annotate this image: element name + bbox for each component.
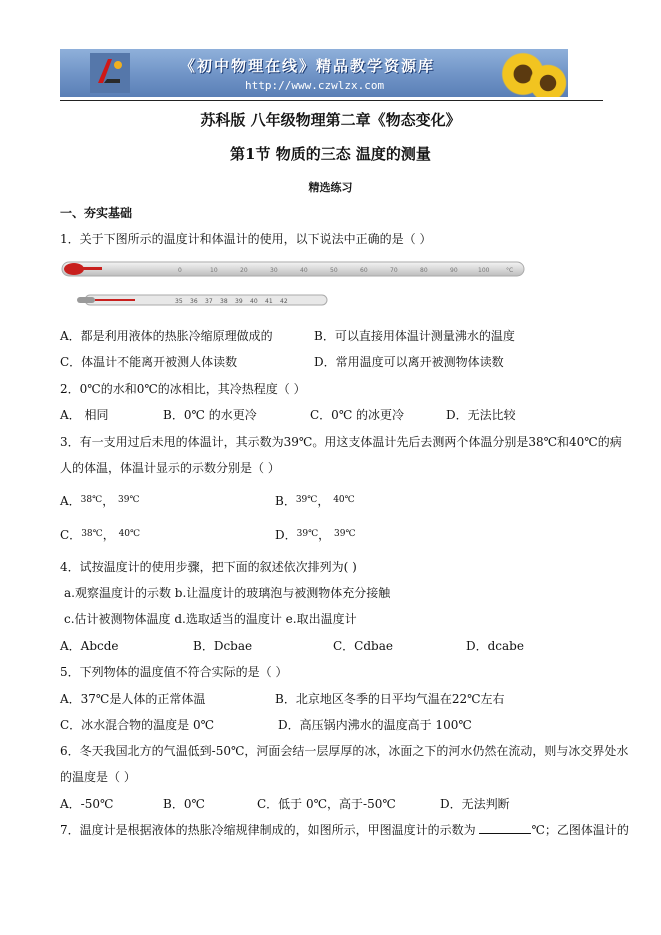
q1-option-b: B．可以直接用体温计测量沸水的温度 — [314, 329, 515, 343]
logo-icon — [90, 53, 130, 93]
q4-option-d: D．dcabe — [466, 639, 524, 653]
q2-option-c: C．0℃ 的冰更冷 — [310, 408, 405, 422]
svg-text:0: 0 — [178, 267, 182, 274]
q1-option-d: D．常用温度可以离开被测物体读数 — [314, 355, 504, 369]
question-3-stem-line-2: 人的体温，体温计显示的示数分别是（ ） — [60, 461, 280, 475]
svg-text:36: 36 — [190, 298, 198, 305]
q3-option-c — [60, 526, 140, 543]
svg-text:41: 41 — [265, 298, 273, 305]
q4-steps-line-2: c.估计被测物体温度 d.选取适当的温度计 e.取出温度计 — [64, 612, 357, 626]
q3-option-d — [275, 526, 356, 543]
q4-option-a: A．Abcde — [60, 639, 119, 653]
option-value: 38℃ — [81, 529, 103, 539]
lesson-title: 第1节 物质的三态 温度的测量 — [230, 145, 431, 163]
option-label: C． — [60, 528, 82, 542]
document-title: 苏科版 八年级物理第二章《物态变化》 — [200, 111, 461, 129]
q7-stem-part-2: ℃；乙图体温计的 — [531, 823, 629, 837]
q7-stem-part-1: 7．温度计是根据液体的热胀冷缩规律制成的，如图所示，甲图温度计的示数为 — [60, 823, 480, 837]
q6-option-b: B．0℃ — [163, 797, 205, 811]
svg-text:20: 20 — [240, 267, 248, 274]
banner-url: http://www.czwlzx.com — [245, 79, 385, 92]
q5-option-c: C．冰水混合物的温度是 0℃ — [60, 718, 215, 732]
question-6-stem-line-1: 6．冬天我国北方的气温低到-50℃，河面会结一层厚厚的冰，冰面之下的河水仍然在流动，则与冰交界处水 — [60, 744, 629, 758]
svg-text:10: 10 — [210, 267, 218, 274]
q6-option-a: A．-50℃ — [60, 797, 114, 811]
q1-option-a: A．都是利用液体的热胀冷缩原理做成的 — [60, 329, 273, 343]
banner-title: 《初中物理在线》精品教学资源库 — [180, 57, 436, 75]
clinical-thermometer-image — [75, 289, 330, 311]
svg-text:80: 80 — [420, 267, 428, 274]
question-5-stem: 5．下列物体的温度值不符合实际的是（ ） — [60, 665, 288, 679]
svg-text:50: 50 — [330, 267, 338, 274]
svg-text:60: 60 — [360, 267, 368, 274]
svg-text:37: 37 — [205, 298, 213, 305]
question-3-stem-line-1: 3．有一支用过后未甩的体温计，其示数为39℃。用这支体温计先后去测两个体温分别是38℃和40℃的病 — [60, 435, 622, 449]
separator: ， — [318, 528, 331, 542]
svg-text:40: 40 — [250, 298, 258, 305]
q3-option-b — [275, 492, 355, 509]
svg-text:35: 35 — [175, 298, 183, 305]
lab-thermometer-image — [60, 255, 530, 285]
option-value: 39℃ — [334, 529, 356, 539]
svg-text:38: 38 — [220, 298, 228, 305]
header-banner — [60, 49, 568, 97]
option-value: 40℃ — [333, 495, 355, 505]
q4-steps-line-1: a.观察温度计的示数 b.让温度计的玻璃泡与被测物体充分接触 — [64, 586, 391, 600]
document-subtitle: 精选练习 — [308, 181, 353, 194]
option-value: 39℃ — [296, 529, 319, 539]
q5-option-d: D．高压锅内沸水的温度高于 100℃ — [278, 718, 472, 732]
svg-text:70: 70 — [390, 267, 398, 274]
section-heading: 一、夯实基础 — [60, 206, 133, 220]
q2-option-d: D．无法比较 — [446, 408, 516, 422]
q6-option-d: D．无法判断 — [440, 797, 510, 811]
q5-option-b: B．北京地区冬季的日平均气温在22℃左右 — [275, 692, 505, 706]
option-value: 38℃ — [80, 495, 103, 505]
svg-text:90: 90 — [450, 267, 458, 274]
svg-text:30: 30 — [270, 267, 278, 274]
question-1-stem: 1．关于下图所示的温度计和体温计的使用，以下说法中正确的是（ ） — [60, 232, 432, 246]
question-6-stem-line-2: 的温度是（ ） — [60, 770, 136, 784]
question-2-stem: 2．0℃的水和0℃的冰相比，其冷热程度（ ） — [60, 382, 306, 396]
q2-option-b: B．0℃ 的水更冷 — [163, 408, 257, 422]
option-label: A． — [60, 494, 81, 508]
separator: ， — [102, 528, 115, 542]
option-label: B． — [275, 494, 296, 508]
q3-option-a — [60, 492, 140, 509]
option-value: 40℃ — [118, 529, 141, 539]
q1-option-c: C．体温计不能离开被测人体读数 — [60, 355, 238, 369]
answer-blank[interactable] — [479, 821, 531, 834]
q6-option-c: C．低于 0℃，高于-50℃ — [257, 797, 396, 811]
option-value: 39℃ — [118, 495, 140, 505]
option-label: D． — [275, 528, 297, 542]
separator: ， — [317, 494, 330, 508]
svg-text:°C: °C — [506, 267, 514, 274]
option-value: 39℃ — [295, 495, 318, 505]
separator: ， — [102, 494, 115, 508]
svg-text:100: 100 — [478, 267, 490, 274]
q4-option-b: B．Dcbae — [193, 639, 253, 653]
q4-option-c: C．Cdbae — [333, 639, 393, 653]
q2-option-a: A． 相同 — [60, 408, 109, 422]
sunflower-image — [528, 63, 568, 97]
svg-text:39: 39 — [235, 298, 243, 305]
svg-text:40: 40 — [300, 267, 308, 274]
question-7-stem — [60, 821, 629, 838]
header-rule — [60, 100, 603, 101]
q5-option-a: A．37℃是人体的正常体温 — [60, 692, 206, 706]
question-4-stem: 4．试按温度计的使用步骤，把下面的叙述依次排列为( ) — [60, 560, 357, 574]
svg-text:42: 42 — [280, 298, 288, 305]
